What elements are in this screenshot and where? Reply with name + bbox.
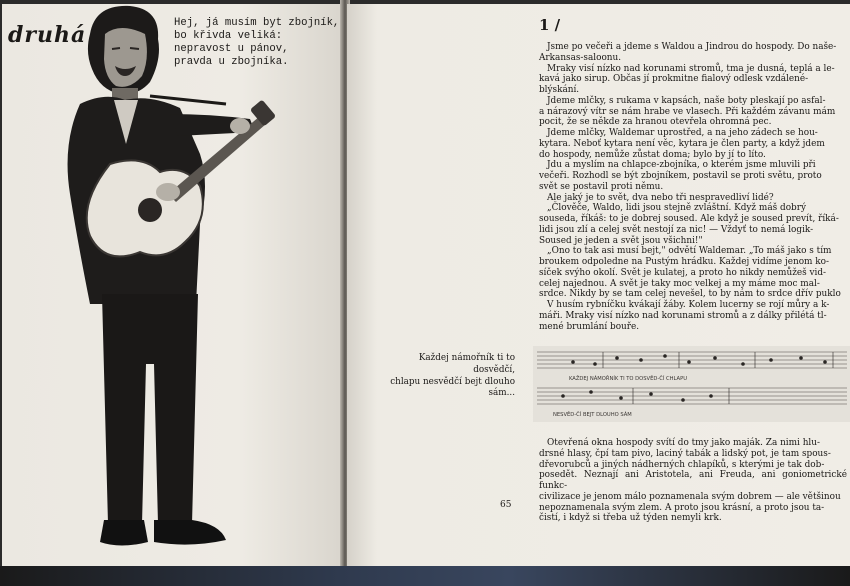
text-line: nepoznamenala svým zlem. A proto jsou krásní, a proto jsou ta- [539,502,825,513]
right-page [347,4,850,572]
text-line: srdce. Nikdy by se tam celej nevešel, to by nám to srdce dřív puklo [539,289,841,300]
text-line: lidi jsou zlí a celej svět nestojí za nic! — Vždyť to nemá logik- [539,224,814,235]
caption-line: Každej námořník ti to [418,353,515,363]
text-line: Soused je jeden a svět jsou všichni!" [539,235,703,246]
text-line: „Člověče, Waldo, lidi jsou stejně zvláštní. Když máš dobrý [547,203,806,214]
text-line: civilizace je jenom málo poznamenala svým dobrem — ale většinou [539,491,841,502]
text-line: a nárazový vítr se nám hrabe ve vlasech. Při každém závanu mám [539,106,836,117]
text-line: mené brumlání bouře. [539,321,640,332]
text-line: Otevřená okna hospody svítí do tmy jako maják. Za nimi hlu- [547,438,820,448]
text-line: do hospody, nemůže zůstat doma; bylo by jí to líto. [539,149,766,160]
text-line: posedět. Neznají ani Aristotela, ani Freuda, ani goniometrické funkc- [539,470,847,491]
text-line: svět se postavil proti němu. [539,181,664,192]
body-text-top [539,42,847,332]
score-lyrics-1: KAŽDEJ NÁMOŘNÍK TI TO DOSVĚD-ČÍ CHLAPU [569,376,688,382]
text-line: „Ono to tak asi musí bejt," odvětí Waldemar. „To máš jako s tím [547,246,832,257]
text-line: Jdu a myslím na chlapce-zbojníka, o kterém jsme mluvili při [547,160,816,171]
chapter-number: 1 / [539,16,561,34]
verse-line: bo křivda veliká: [174,30,283,42]
text-line: kavá jako sirup. Občas jí prokmitne fialový odlesk vzdálené- [539,74,809,85]
guitarist-photo [50,4,300,564]
book-cover-edge [0,566,850,586]
music-score [533,346,850,422]
text-line: Arkansas-saloonu. [539,52,622,63]
chapter-label: druhá [8,22,87,48]
caption-line: chlapu nesvědčí bejt dlouho [390,376,515,387]
verse-line: pravda u zbojníka. [174,56,289,68]
text-line: večeři. Rozhodl se být zbojníkem, postavil se proti světu, proto [539,171,822,181]
text-line: pocit, že se někde za hranou otevřela ohromná pec. [539,117,772,128]
caption-line: dosvědčí, [473,364,515,375]
text-line: síček svýho okolí. Svět je kulatej, a proto ho nikdy nemůžeš vid- [539,267,827,278]
text-line: Jsme po večeři a jdeme s Waldou a Jindrou do hospody. Do naše- [547,42,837,52]
text-line: Jdeme mlčky, s rukama v kapsách, naše boty pleskají po asfal- [547,95,826,106]
text-line: máři. Mraky visí nízko nad korunami stromů a z dálky přilétá tl- [539,310,827,321]
verse-line: Hej, já musím byt zbojník, [174,17,340,29]
page-number: 65 [500,500,512,510]
text-line: celej najednou. A svět je taky moc velkej a my máme moc mal- [539,278,820,289]
text-line: dřevorubců a jiných nádherných chlapíků, s kterými je tak dob- [539,459,825,470]
text-line: V husím rybníčku kvákají žáby. Kolem lucerny se rojí můry a k- [547,300,830,310]
text-line: drsné hlasy, čpí tam pivo, laciný tabák a lidský pot, je tam spous- [539,448,831,459]
score-lyrics-2: NESVĚD-ČÍ BEJT DLOUHO SÁM [553,412,632,418]
left-page [2,4,344,572]
text-line: souseda, říkáš: to je dobrej soused. Ale když je soused prevít, říká- [539,214,839,224]
text-line: kytara. Neboť kytara není věc, kytara je člen party, a když jdem [539,138,825,149]
body-text-bottom [539,438,847,524]
text-line: Mraky visí nízko nad korunami stromů, tma je dusná, teplá a le- [547,63,835,74]
text-line: broukem odpoledne na Pustým hrádku. Každej vidíme jenom ko- [539,257,829,267]
song-caption [357,353,515,400]
text-line: blýskání. [539,85,580,95]
caption-line: sám... [488,388,515,399]
text-line: Jdeme mlčky, Waldemar uprostřed, a na jeho zádech se hou- [547,128,818,138]
text-line: Ale jaký je to svět, dva nebo tři nespravedliví lidé? [547,192,774,203]
verse-line: nepravost u pánov, [174,43,289,55]
text-line: čistí, i když si třeba už týden nemyli krk. [539,513,722,524]
